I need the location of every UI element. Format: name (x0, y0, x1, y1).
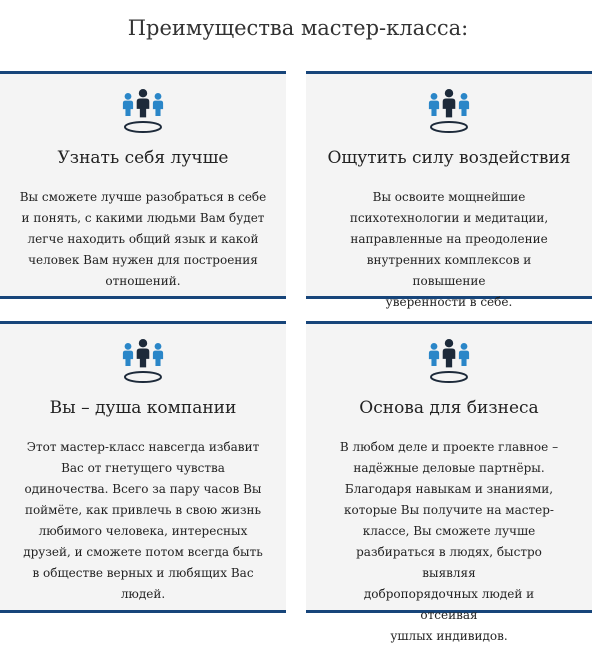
benefit-card-feel-influence (306, 71, 592, 309)
card-text-line: Вы сможете лучше разобраться в себе (19, 190, 267, 204)
card-text-line: человек Вам нужен для построения (28, 253, 258, 267)
card-text-line: добропорядочных людей и отсеивая (363, 587, 535, 622)
card-text-line: и понять, с какими людьми Вам будет (21, 211, 265, 225)
people-group-icon (425, 337, 473, 385)
card-text (8, 187, 278, 292)
card-text (319, 187, 579, 313)
card-text-line: легче находить общий язык и какой (27, 232, 259, 246)
card-text-line: ушлых индивидов. (390, 629, 508, 643)
card-title: Узнать себя лучше (57, 148, 229, 168)
card-text-line: людей. (120, 587, 166, 601)
benefit-card-business-basis (306, 321, 592, 643)
card-text (10, 437, 276, 605)
card-text (324, 437, 574, 647)
people-group-icon (119, 337, 167, 385)
card-text-line: классе, Вы сможете лучше (362, 524, 536, 538)
card-text-line: внутренних комплексов и повышение (366, 253, 532, 288)
benefit-card-soul-of-company (0, 321, 286, 613)
card-text-line: Вас от гнетущего чувства (61, 461, 225, 475)
people-group-icon (425, 87, 473, 135)
card-text-line: В любом деле и проекте главное – (339, 440, 559, 454)
people-group-icon (119, 87, 167, 135)
card-text-line: надёжные деловые партнёры. (353, 461, 545, 475)
card-text-line: которые Вы получите на мастер- (344, 503, 554, 517)
card-text-line: поймёте, как привлечь в свою жизнь (24, 503, 262, 517)
card-text-line: психотехнологии и медитации, (349, 211, 549, 225)
card-text-line: разбираться в людях, быстро выявляя (356, 545, 542, 580)
card-text-line: в обществе верных и любящих Вас (32, 566, 254, 580)
card-text-line: направленные на преодоление (350, 232, 548, 246)
card-title: Вы – душа компании (49, 398, 237, 418)
card-text-line: любимого человека, интересных (38, 524, 248, 538)
card-title: Ощутить силу воздействия (327, 148, 571, 168)
card-title: Основа для бизнеса (359, 398, 539, 418)
card-text-line: друзей, и сможете потом всегда быть (23, 545, 263, 559)
card-text-line: уверенности в себе. (385, 295, 513, 309)
card-text-line: Этот мастер-класс навсегда избавит (26, 440, 260, 454)
card-text-line: Вы освоите мощнейшие (372, 190, 526, 204)
benefit-card-know-yourself (0, 71, 286, 299)
card-text-line: Благодаря навыкам и знаниями, (344, 482, 554, 496)
page-title: Преимущества мастер-класса: (127, 16, 469, 40)
card-text-line: одиночества. Всего за пару часов Вы (24, 482, 262, 496)
card-text-line: отношений. (105, 274, 181, 288)
